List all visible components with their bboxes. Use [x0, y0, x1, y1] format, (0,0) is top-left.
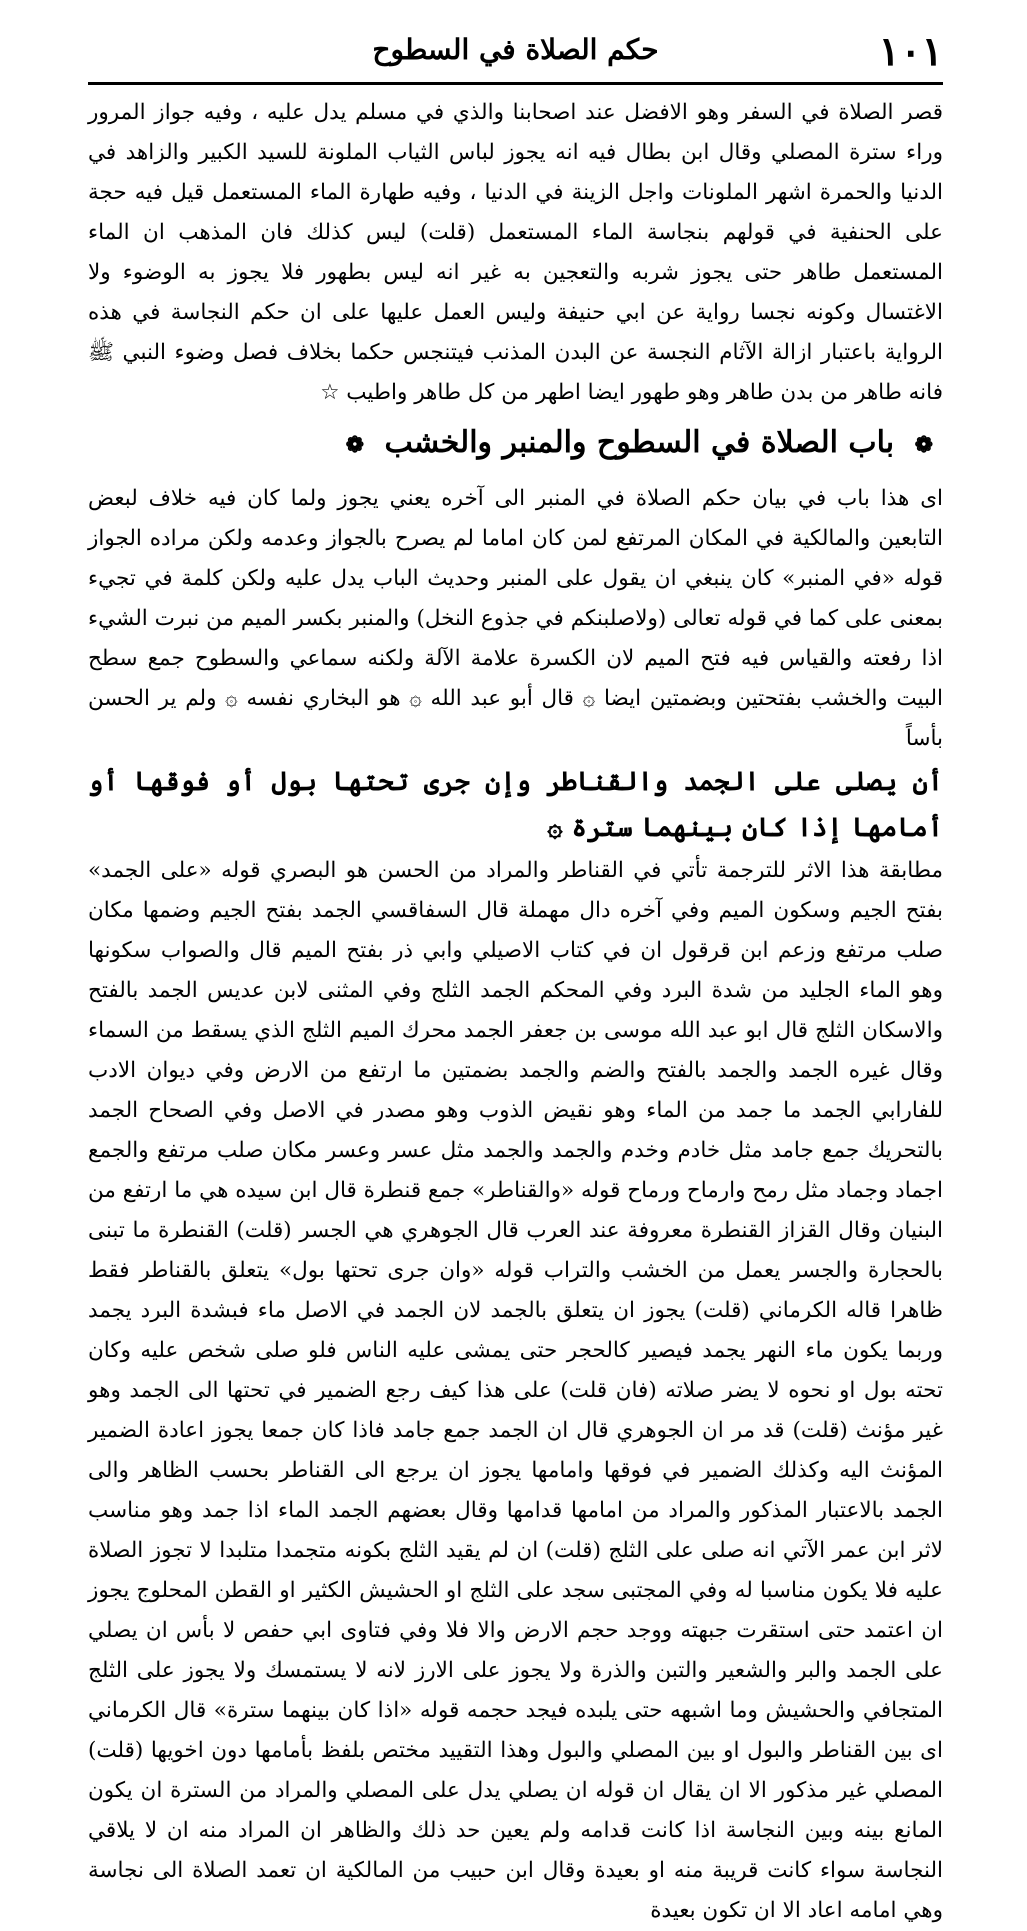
- chapter-heading: [88, 419, 943, 469]
- main-text: [88, 93, 943, 1931]
- hadith-text: أن يصلى على الجمد والقناطر وإن جرى تحتها بول أو فوقها أو أمامها إذا كان بينهما سترة ۞: [88, 767, 943, 843]
- paragraph-3: مطابقة هذا الاثر للترجمة تأتي في القناطر والمراد من الحسن هو البصري قوله «على الجمد» بفتح الجيم وسكون الميم وفي آخره دال مهملة قال السفاقسي الجمد بفتح الجيم وضمها مكان صلب مرتفع وزعم ابن قرقول ان في كتاب الاصيلي وابي ذر بفتح الميم قال والصواب سكونها وهو الماء الجليد من شدة البرد وفي المحكم الجمد الثلج وفي المثنى لابن عديس الجمد بالفتح والاسكان الثلج قال ابو عبد الله موسى بن جعفر الجمد محرك الميم الثلج الذي يسقط من السماء وقال غيره الجمد والجمد بالفتح والضم والجمد بضمتين ما ارتفع من الارض وفي ديوان الادب للفارابي الجمد ما جمد من الماء وهو نقيض الذوب وهو مصدر في الاصل وفي الصحاح الجمد بالتحريك جمع جامد مثل خادم وخدم والجمد والجمد مثل عسر وعسر مكان صلب مرتفع والجمع اجماد وجماد مثل رمح وارماح ورماح قوله «والقناطر» جمع قنطرة قال ابن سيده هي ما ارتفع من البنيان وقال القزاز القنطرة معروفة عند العرب قال الجوهري هي الجسر (قلت) القنطرة ما تبنى بالحجارة والجسر يعمل من الخشب والتراب قوله «وان جرى تحتها بول» يتعلق بالقناطر فقط ظاهرا قاله الكرماني (قلت) يجوز ان يتعلق بالجمد لان الجمد في الاصل ماء فبشدة البرد يجمد وربما يكون ماء النهر يجمد فيصير كالحجر حتى يمشى عليه الناس فلو صلى شخص عليه وكان تحته بول او نحوه لا يضر صلاته (فان قلت) على هذا كيف رجع الضمير في تحتها الى الجمد وهو غير مؤنث (قلت) قد مر ان الجوهري قال ان الجمد جمع جامد فاذا كان جمعا يجوز اعادة الضمير المؤنث اليه وكذلك الضمير في فوقها وامامها يجوز ان يرجع الى القناطر بحسب الظاهر والى الجمد بالاعتبار المذكور والمراد من امامها قدامها وقال بعضهم الجمد الماء اذا جمد وهو مناسب لاثر ابن عمر الآتي انه صلى على الثلج (قلت) ان لم يقيد الثلج بكونه متجمدا متلبدا لا تجوز الصلاة عليه فلا يكون مناسبا له وفي المجتبى سجد على الثلج او الحشيش الكثير او القطن المحلوج يجوز ان اعتمد حتى استقرت جبهته ووجد حجم الارض والا فلا وفي فتاوى ابي حفص لا بأس ان يصلي على الجمد والبر والشعير والتبن والذرة ولا يجوز على الارز لانه لا يستمسك ولا يجوز على الثلج المتجافي والحشيش وما اشبهه حتى يلبده فيجد حجمه قوله «اذا كان بينهما سترة» قال الكرماني اى بين القناطر والبول او بين المصلي والبول وهذا التقييد مختص بلفظ بأمامها دون اخويها (قلت) المصلي غير مذكور الا ان يقال ان قوله ان يصلي يدل على المصلي والمراد من السترة ان يكون المانع بينه وبين النجاسة اذا كانت قدامه ولم يعين حد ذلك والظاهر ان المراد منه ان لا يلاقي النجاسة سواء كانت قريبة منه او بعيدة وقال ابن حبيب من المالكية ان تعمد الصلاة الى نجاسة وهي امامه اعاد الا ان تكون بعيدة: [88, 858, 943, 1923]
- chapter-title: باب الصلاة في السطوح والمنبر والخشب: [384, 425, 895, 460]
- header-rule: [88, 82, 943, 85]
- paragraph-2: اى هذا باب في بيان حكم الصلاة في المنبر الى آخره يعني يجوز ولما كان فيه خلاف لبعض التابعين والمالكية في المكان المرتفع لمن كان اماما لم يصرح بالجواز وعدمه ولكن مراده الجواز قوله «في المنبر» كان ينبغي ان يقول على المنبر وحديث الباب يدل عليه ولكن كلمة في تجيء بمعنى على كما في قوله تعالى (ولاصلبنكم في جذوع النخل) والمنبر بكسر الميم من نبرت الشيء اذا رفعته والقياس فيه فتح الميم لان الكسرة علامة الآلة ولكنه سماعي والسطوح جمع سطح البيت والخشب بفتحتين وبضمتين ايضا ۞ قال أبو عبد الله ۞ هو البخاري نفسه ۞ ولم ير الحسن بأساً: [88, 486, 943, 751]
- page-number: ١٠١: [878, 28, 943, 75]
- page-header: [88, 22, 943, 82]
- running-title: حكم الصلاة في السطوح: [372, 33, 659, 66]
- ornament-icon: ❁: [345, 432, 365, 458]
- ornament-icon: ❁: [914, 432, 933, 458]
- paragraph-1: قصر الصلاة في السفر وهو الافضل عند اصحابنا والذي في مسلم يدل عليه ، وفيه جواز المرور وراء سترة المصلي وقال ابن بطال فيه انه يجوز لباس الثياب الملونة للسيد الكبير والزاهد في الدنيا والحمرة اشهر الملونات واجل الزينة في الدنيا ، وفيه طهارة الماء المستعمل قيل فيه حجة على الحنفية في قولهم بنجاسة الماء المستعمل (قلت) ليس كذلك فان المذهب ان الماء المستعمل طاهر حتى يجوز شربه والتعجين به غير انه ليس بطهور فلا يجوز به الوضوء ولا الاغتسال وكونه نجسا رواية عن ابي حنيفة وليس العمل عليها على ان حكم النجاسة في هذه الرواية باعتبار ازالة الآثام النجسة عن البدن المذنب فيتنجس حكما بخلاف فصل وضوء النبي ﷺ فانه طاهر من بدن طاهر وهو طهور ايضا اطهر من كل طاهر واطيب ☆: [88, 100, 943, 405]
